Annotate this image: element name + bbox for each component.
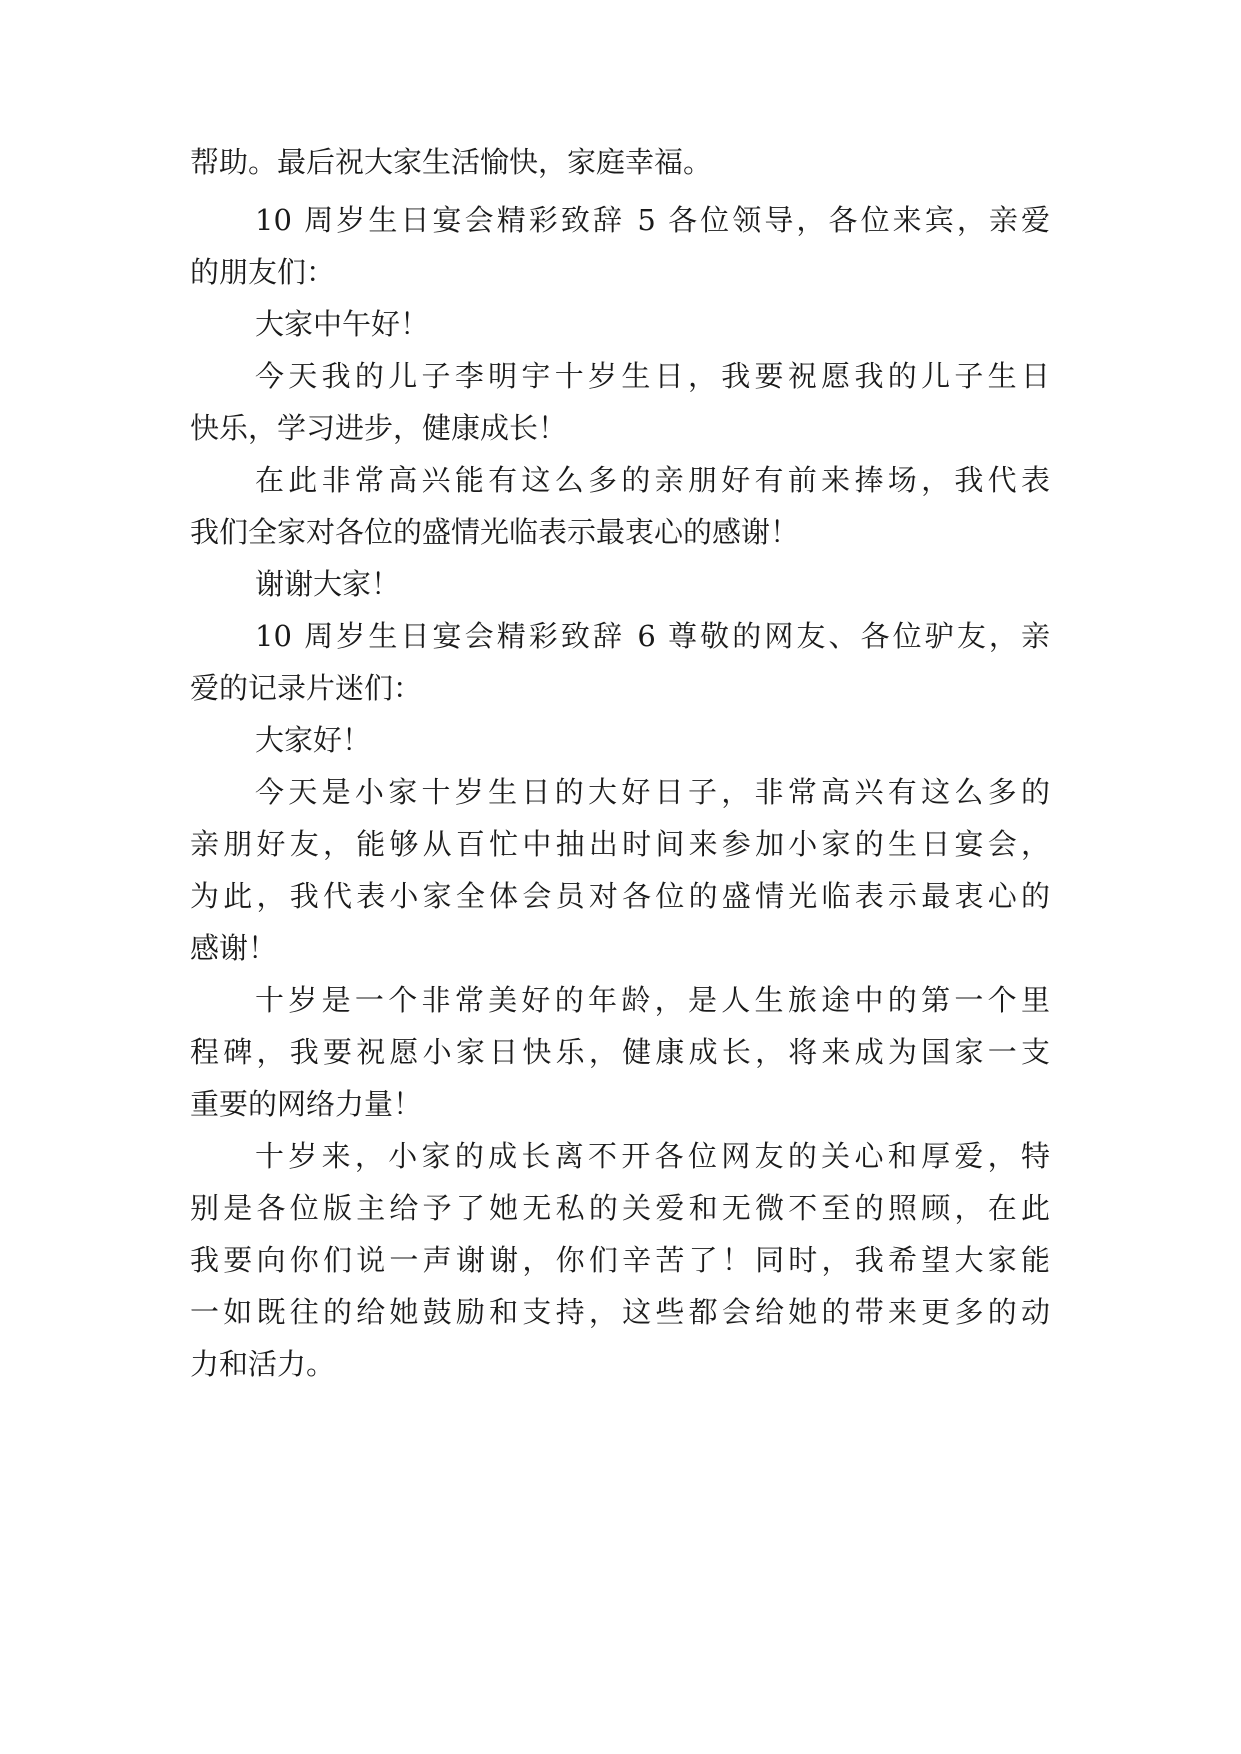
- text-line: [0, 140, 1241, 184]
- text-line: [0, 406, 1241, 450]
- text-line: [0, 978, 1241, 1022]
- text-line: [0, 302, 1241, 346]
- text-line: [0, 1342, 1241, 1386]
- line-text: 爱的记录片迷们：: [190, 671, 423, 705]
- line-text: 为此，我代表小家全体会员对各位的盛情光临表示最衷心的: [190, 879, 1050, 913]
- line-text: 的朋友们：: [190, 255, 336, 289]
- text-line: [0, 1290, 1241, 1334]
- text-line: [0, 250, 1241, 294]
- text-line: [0, 614, 1241, 658]
- text-line: [0, 1238, 1241, 1282]
- line-text: 大家好！: [255, 723, 372, 757]
- text-line: [0, 718, 1241, 762]
- line-text: 我们全家对各位的盛情光临表示最衷心的感谢！: [190, 515, 800, 549]
- text-line: [0, 354, 1241, 398]
- line-text: 别是各位版主给予了她无私的关爱和无微不至的照顾，在此: [190, 1191, 1050, 1225]
- line-text: 大家中午好！: [255, 307, 430, 341]
- line-text: 程碑，我要祝愿小家日快乐，健康成长，将来成为国家一支: [190, 1035, 1050, 1069]
- line-text: 帮助。最后祝大家生活愉快，家庭幸福。: [190, 145, 713, 179]
- line-text: 亲朋好友，能够从百忙中抽出时间来参加小家的生日宴会，: [190, 827, 1050, 861]
- text-line: [0, 1134, 1241, 1178]
- line-text: 10 周岁生日宴会精彩致辞 6 尊敬的网友、各位驴友，亲: [255, 619, 1050, 653]
- line-text: 力和活力。: [190, 1347, 336, 1381]
- line-text: 十岁是一个非常美好的年龄，是人生旅途中的第一个里: [255, 983, 1050, 1017]
- line-text: 我要向你们说一声谢谢，你们辛苦了！同时，我希望大家能: [190, 1243, 1050, 1277]
- line-text: 感谢！: [190, 931, 278, 965]
- text-line: [0, 770, 1241, 814]
- line-text: 10 周岁生日宴会精彩致辞 5 各位领导，各位来宾，亲爱: [255, 203, 1050, 237]
- line-text: 十岁来，小家的成长离不开各位网友的关心和厚爱，特: [255, 1139, 1050, 1173]
- line-text: 一如既往的给她鼓励和支持，这些都会给她的带来更多的动: [190, 1295, 1050, 1329]
- text-line: [0, 562, 1241, 606]
- line-text: 谢谢大家！: [255, 567, 401, 601]
- text-line: [0, 198, 1241, 242]
- text-line: [0, 1186, 1241, 1230]
- line-text: 重要的网络力量！: [190, 1087, 423, 1121]
- line-text: 今天是小家十岁生日的大好日子，非常高兴有这么多的: [255, 775, 1050, 809]
- text-line: [0, 1082, 1241, 1126]
- line-text: 今天我的儿子李明宇十岁生日，我要祝愿我的儿子生日: [255, 359, 1050, 393]
- text-line: [0, 1030, 1241, 1074]
- text-line: [0, 822, 1241, 866]
- line-text: 在此非常高兴能有这么多的亲朋好有前来捧场，我代表: [255, 463, 1050, 497]
- text-line: [0, 874, 1241, 918]
- text-line: [0, 510, 1241, 554]
- text-line: [0, 926, 1241, 970]
- text-line: [0, 666, 1241, 710]
- text-line: [0, 458, 1241, 502]
- line-text: 快乐，学习进步，健康成长！: [190, 411, 568, 445]
